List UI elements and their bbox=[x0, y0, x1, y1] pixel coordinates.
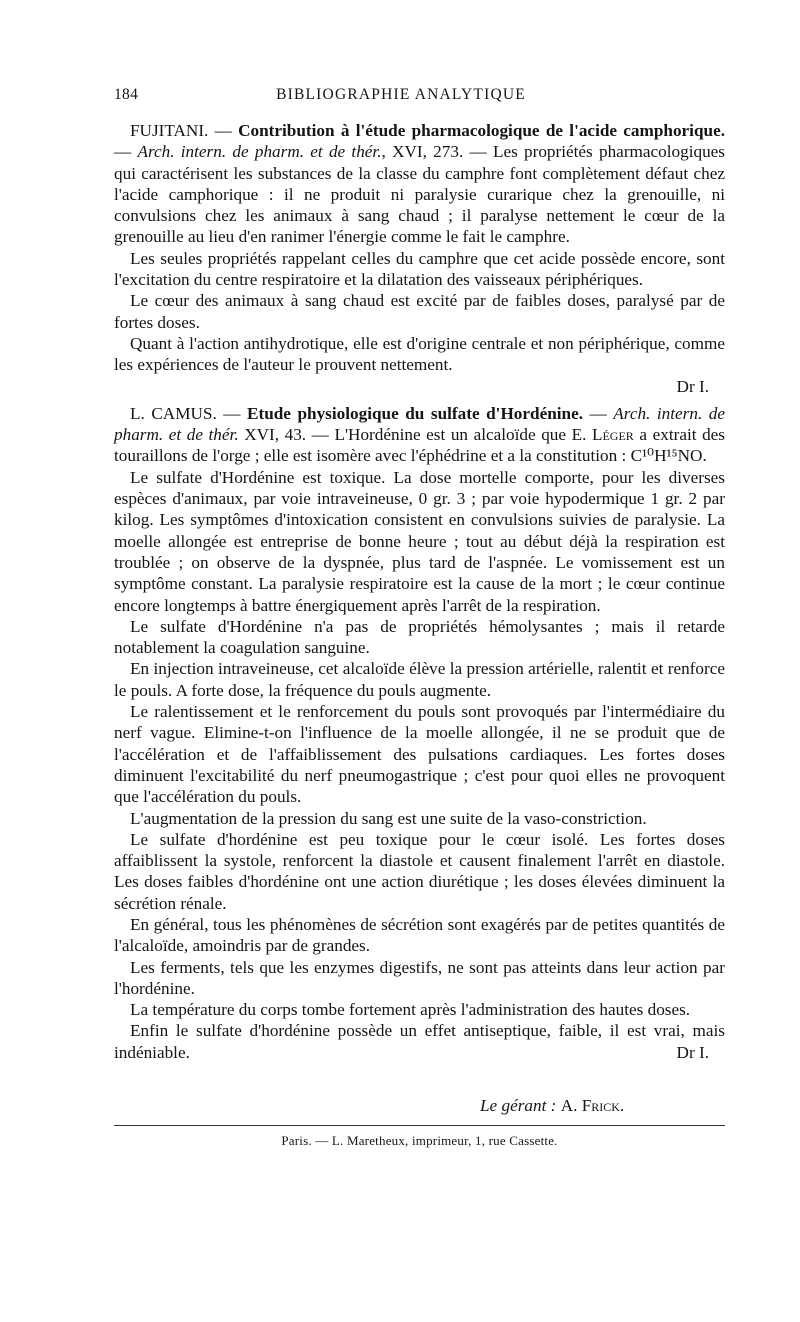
separator-dash: — bbox=[208, 121, 239, 140]
person-name: Léger bbox=[591, 425, 634, 445]
paragraph: En général, tous les phénomènes de sécrétion sont exagérés par de petites quantités de l'alcaloïde, amoindris par de grandes. bbox=[114, 914, 725, 956]
paragraph-text: — Les propriétés pharmacologiques qui caractérisent les substances de la classe du camphre font complètement défaut chez l'acide camphorique : il ne produit ni paralysie curarique chez la grenouille, ni convulsions chez les animaux à sang chaud ; il paralyse nettement le cœur de la grenouille au lieu d'en ranimer l'énergie comme le fait le camphre. bbox=[114, 142, 726, 247]
journal-reference: XVI, 43. bbox=[238, 425, 307, 445]
separator-dash: — bbox=[216, 403, 247, 423]
entry-heading-paragraph bbox=[114, 120, 725, 248]
paragraph: Le sulfate d'Hordénine est toxique. La dose mortelle comporte, pour les diverses espèces d'animaux, par voie intraveineuse, 0 gr. 3 ; par voie hypodermique 1 gr. 2 par kilog. Les symptômes d'intoxication consistent en convulsions suivies de paralysie. La moelle allongée est entreprise de bonne heure ; tout au début déjà la respiration est troublée ; on observe de la dyspnée, plus tard de l'aspnée. Le vomissement est un symptôme constant. La paralysie respiratoire est la cause de la mort ; le cœur continue encore longtemps à battre énergiquement après l'arrêt de la respiration. bbox=[114, 467, 725, 615]
page-body bbox=[114, 120, 725, 1063]
manager-label: Le gérant : bbox=[480, 1096, 557, 1115]
paragraph: La température du corps tombe fortement après l'administration des hautes doses. bbox=[130, 1000, 691, 1020]
printer-imprint: Paris. — L. Maretheux, imprimeur, 1, rue Cassette. bbox=[281, 1133, 558, 1148]
journal-reference: , XVI, 273. bbox=[381, 142, 464, 162]
entry-author: L. CAMUS. bbox=[130, 403, 217, 423]
footer-rule bbox=[114, 1125, 725, 1126]
journal-name: Arch. intern. de pharm. et de thér. bbox=[137, 142, 382, 162]
running-title: BIBLIOGRAPHIE ANALYTIQUE bbox=[276, 86, 526, 103]
paragraph: Quant à l'action antihydrotique, elle est d'origine centrale et non périphérique, comme les expériences de l'auteur le prouvent nettement. bbox=[114, 333, 725, 375]
reviewer-signature: Dr I. bbox=[676, 376, 709, 396]
journal-name: Arch. intern. de pharm. et de thér. bbox=[114, 403, 725, 445]
paragraph: Le ralentissement et le renforcement du pouls sont provoqués par l'intermédiaire du nerf vague. Elimine-t-on l'influence de la moelle allongée, il ne se produit que de l'accélération et de l'affaiblissement des pulsations cardiaques. Les fortes doses diminuent l'excitabilité du nerf pneumogastrique ; c'est pour quoi elles ne provoquent que l'accélération du pouls. bbox=[114, 702, 725, 807]
paragraph: L'augmentation de la pression du sang est une suite de la vaso-constriction. bbox=[130, 808, 647, 828]
manager-name: A. Frick. bbox=[560, 1096, 625, 1115]
paragraph: Les ferments, tels que les enzymes digestifs, ne sont pas atteints dans leur action par l'hordénine. bbox=[114, 957, 725, 998]
entry-heading-paragraph bbox=[114, 403, 725, 467]
running-header bbox=[114, 86, 688, 110]
paragraph: Les seules propriétés rappelant celles du camphre que cet acide possède encore, sont l'excitation du centre respiratoire et la dilatation des vaisseaux périphériques. bbox=[114, 248, 725, 290]
manager-line bbox=[480, 1096, 720, 1116]
review-entry-camus bbox=[114, 403, 725, 1063]
page-number: 184 bbox=[114, 86, 139, 103]
entry-title: Etude physiologique du sulfate d'Hordénine. bbox=[247, 403, 584, 423]
separator-dash: — bbox=[583, 403, 614, 423]
paragraph: Le sulfate d'hordénine est peu toxique pour le cœur isolé. Les fortes doses affaiblissent la systole, renforcent la diastole et causent finalement l'arrêt en diastole. Les doses faibles d'hordénine ont une action diurétique ; les doses élevées diminuent la sécrétion rénale. bbox=[114, 829, 725, 913]
paragraph-text: — L'Hordénine est un alcaloïde que E. bbox=[306, 425, 592, 445]
paragraph-text: a extrait des touraillons de l'orge ; elle est isomère avec l'éphédrine et a la constitution : C¹⁰H¹⁵NO. bbox=[114, 425, 725, 466]
entry-title: Contribution à l'étude pharmacologique de l'acide camphorique. bbox=[238, 121, 725, 140]
separator-dash: — bbox=[114, 142, 138, 162]
paragraph-text: Enfin le sulfate d'hordénine possède un effet antiseptique, faible, il est vrai, mais indéniable. bbox=[114, 1021, 725, 1062]
paragraph: Le cœur des animaux à sang chaud est excité par de faibles doses, paralysé par de fortes doses. bbox=[114, 291, 725, 332]
paragraph bbox=[114, 1020, 725, 1063]
paragraph: En injection intraveineuse, cet alcaloïde élève la pression artérielle, ralentit et renforce le pouls. A forte dose, la fréquence du pouls augmente. bbox=[114, 659, 725, 700]
reviewer-signature: Dr I. bbox=[676, 1042, 709, 1062]
entry-author: FUJITANI. bbox=[130, 121, 209, 140]
review-entry-fujitani bbox=[114, 120, 725, 397]
paragraph: Le sulfate d'Hordénine n'a pas de propriétés hémolysantes ; mais il retarde notablement la coagulation sanguine. bbox=[114, 616, 725, 658]
